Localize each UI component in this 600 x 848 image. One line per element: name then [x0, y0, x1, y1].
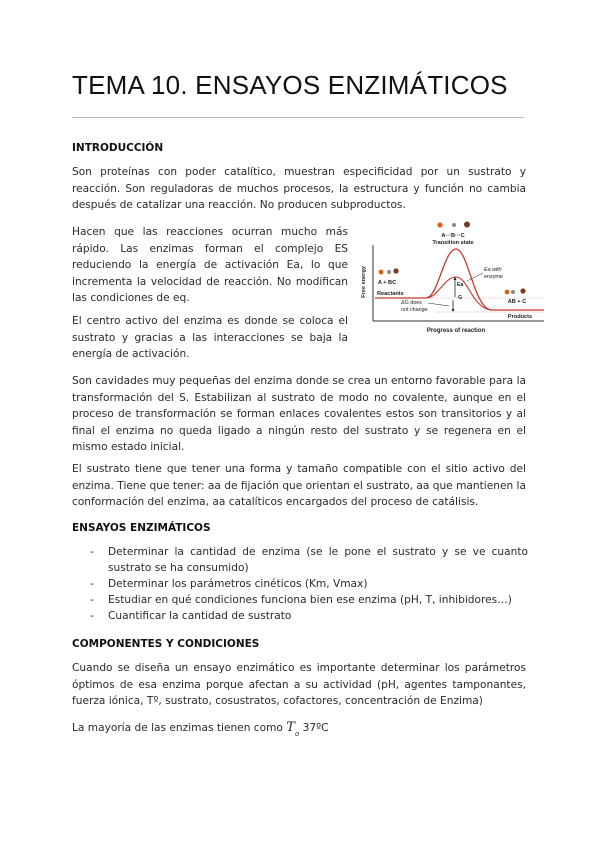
- atom-a-icon: [437, 222, 442, 227]
- atom-c-icon: [464, 222, 470, 228]
- dg-note-leader: [428, 303, 449, 306]
- dg-label: G: [458, 295, 463, 301]
- bullet-dash: -: [90, 546, 94, 558]
- list-item: - Cuantificar la cantidad de sustrato: [90, 610, 292, 622]
- ea-with-enzyme-label: enzyme: [484, 274, 503, 280]
- atom-b-icon: [452, 223, 456, 227]
- transition-state-label: Transition state: [432, 240, 474, 246]
- formula-prefix: La mayoría de las enzimas tienen como: [72, 722, 283, 734]
- products-formula: AB + C: [507, 299, 527, 305]
- intro-paragraph-5: El sustrato tiene que tener una forma y tamaño compatible con el sitio activo del enzima. Tiene que tener: aa de fijación que orientan el sustrato, aa que mantienen la conformación del enzima, aa catalíticos encargados del proceso de catálisis.: [72, 463, 526, 508]
- reactant-atom-a-icon: [379, 270, 384, 275]
- heading-componentes: COMPONENTES Y CONDICIONES: [72, 638, 260, 650]
- product-atom-a-icon: [505, 290, 510, 295]
- products-label: Products: [507, 314, 533, 320]
- dg-arrow-head-icon: [452, 309, 455, 312]
- energy-diagram: [356, 220, 546, 340]
- page-title: TEMA 10. ENSAYOS ENZIMÁTICOS: [72, 70, 508, 100]
- list-item: - Determinar los parámetros cinéticos (Km, Vmax): [90, 578, 368, 590]
- reactant-atom-c-icon: [393, 268, 398, 273]
- heading-introduccion: INTRODUCCIÓN: [72, 142, 164, 154]
- componentes-paragraph: Cuando se diseña un ensayo enzimático es importante determinar los parámetros óptimos de esa enzima porque afectan a su actividad (pH, agentes tamponantes, fuerza iónica, Tº, sustrato, cosustratos, cofactores, concentración de Enzima): [72, 662, 526, 707]
- ea-with-label: Ea with: [484, 267, 502, 273]
- reactants-label: Reactants: [377, 291, 404, 297]
- intro-paragraph-3: El centro activo del enzima es donde se coloca el sustrato y gracias a las interacciones se baja la energía de activación.: [72, 315, 348, 360]
- y-axis-label: Free energy: [361, 266, 367, 298]
- transition-molecule-label: A···B···C: [441, 233, 465, 239]
- temperature-formula-line: [72, 720, 329, 738]
- reactants-formula: A + BC: [377, 280, 397, 286]
- bullet-dash: -: [90, 610, 94, 622]
- ensayos-list: [90, 544, 528, 624]
- product-atom-b-icon: [511, 290, 515, 294]
- intro-paragraph-1: Son proteínas con poder catalítico, muestran especificidad por un sustrato y reacción. Son reguladoras de muchos procesos, la estructura y función no cambia después de catalizar una reacción. No producen subproductos.: [72, 166, 526, 211]
- list-item: - Determinar la cantidad de enzima (se le pone el sustrato y se ve cuanto sustrato se ha consumido): [90, 546, 528, 574]
- dg-note-line-2: not change: [401, 307, 428, 313]
- heading-ensayos: ENSAYOS ENZIMÁTICOS: [72, 522, 211, 534]
- ea-label: Ea: [457, 282, 464, 288]
- formula-value: 37ºC: [302, 722, 329, 734]
- bullet-dash: -: [90, 578, 94, 590]
- title-divider: [72, 117, 524, 118]
- x-axis-label: Progress of reaction: [426, 328, 486, 334]
- product-atom-c-icon: [520, 288, 525, 293]
- formula-subscript: o: [294, 730, 300, 738]
- reactant-atom-b-icon: [387, 270, 391, 274]
- intro-paragraph-4: Son cavidades muy pequeñas del enzima donde se crea un entorno favorable para la transformación del S. Estabilizan al sustrato de modo no covalente, aunque en el proceso de transformación se forman enlaces covalentes estos son transitorios y al final el enzima no queda ligado a ningún resto del sustrato y se regenera en el mismo estado inicial.: [72, 375, 526, 453]
- intro-paragraph-2: Hacen que las reacciones ocurran mucho más rápido. Las enzimas forman el complejo ES reduciendo la energía de activación Ea, lo que incrementa la velocidad de reacción. No modifican las condiciones de eq.: [72, 226, 348, 304]
- dg-note-line-1: ΔG does: [401, 300, 422, 306]
- list-item: - Estudiar en qué condiciones funciona bien ese enzima (pH, T, inhibidores…): [90, 594, 512, 606]
- bullet-dash: -: [90, 594, 94, 606]
- formula-t-symbol: T: [286, 720, 295, 735]
